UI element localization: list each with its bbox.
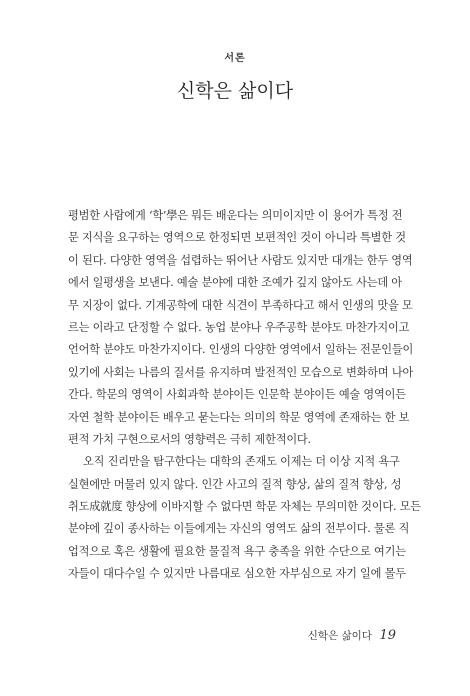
text-line: 언어학 분야도 마찬가지이다. 인생의 다양한 영역에서 일하는 전문인들이 [68,343,414,357]
text-line: 이 된다. 다양한 영역을 섭렵하는 뛰어난 사람도 있지만 대개는 한두 영역 [68,253,413,267]
running-title: 신학은 삶이다 [307,630,372,642]
body-text [68,205,421,586]
text-line: 에서 일평생을 보낸다. 예술 분야에 대한 조예가 깊지 않아도 사는데 아 [68,276,402,290]
text-line: 오직 진리만을 탐구한다는 대학의 존재도 이제는 더 이상 지적 욕구 [83,455,400,469]
text-line: 평범한 사람에게 ‘학’學은 뭐든 배운다는 의미이지만 이 용어가 특정 전 [68,209,403,222]
text-line: 있기에 사회는 나름의 질서를 유지하며 발전적인 모습으로 변화하며 나아 [68,365,414,379]
text-line: 르는 이라고 단정할 수 없다. 농업 분야나 우주공학 분야도 마찬가지이고 [68,320,410,334]
text-line: 간다. 학문의 영역이 사회과학 분야이든 인문학 분야이든 예술 영역이든 [68,388,406,402]
text-line: 무 지장이 없다. 기계공학에 대한 식견이 부족하다고 해서 인생의 맛을 모 [68,298,413,312]
page-number: 19 [379,628,396,643]
text-line: 자들이 대다수일 수 있지만 나름대로 심오한 자부심으로 자기 일에 몰두 [68,567,406,581]
text-line: 업적으로 혹은 생활에 필요한 물질적 욕구 충족을 위한 수단으로 여기는 [68,544,406,558]
page-footer [308,628,396,643]
text-line: 분야에 깊이 종사하는 이들에게는 자신의 영역도 삶의 전부이다. 물론 직 [68,522,410,536]
text-line: 실현에만 머물러 있지 않다. 인간 사고의 질적 향상, 삶의 질적 향상, 성 [68,477,402,491]
text-line: 취도成就度 향상에 이바지할 수 없다면 학문 자체는 무의미한 것이다. 모든 [68,500,421,514]
text-line: 문 지식을 요구하는 영역으로 한정되면 보편적인 것이 아니라 특별한 것 [68,231,406,245]
text-line: 편적 가치 구현으로서의 영향력은 극히 제한적이다. [68,432,311,446]
text-line: 자연 철학 분야이든 배우고 묻는다는 의미의 학문 영역에 존재하는 한 보 [68,410,410,424]
chapter-title: 신학은 삶이다 [176,80,294,102]
section-label: 서론 [224,53,246,64]
